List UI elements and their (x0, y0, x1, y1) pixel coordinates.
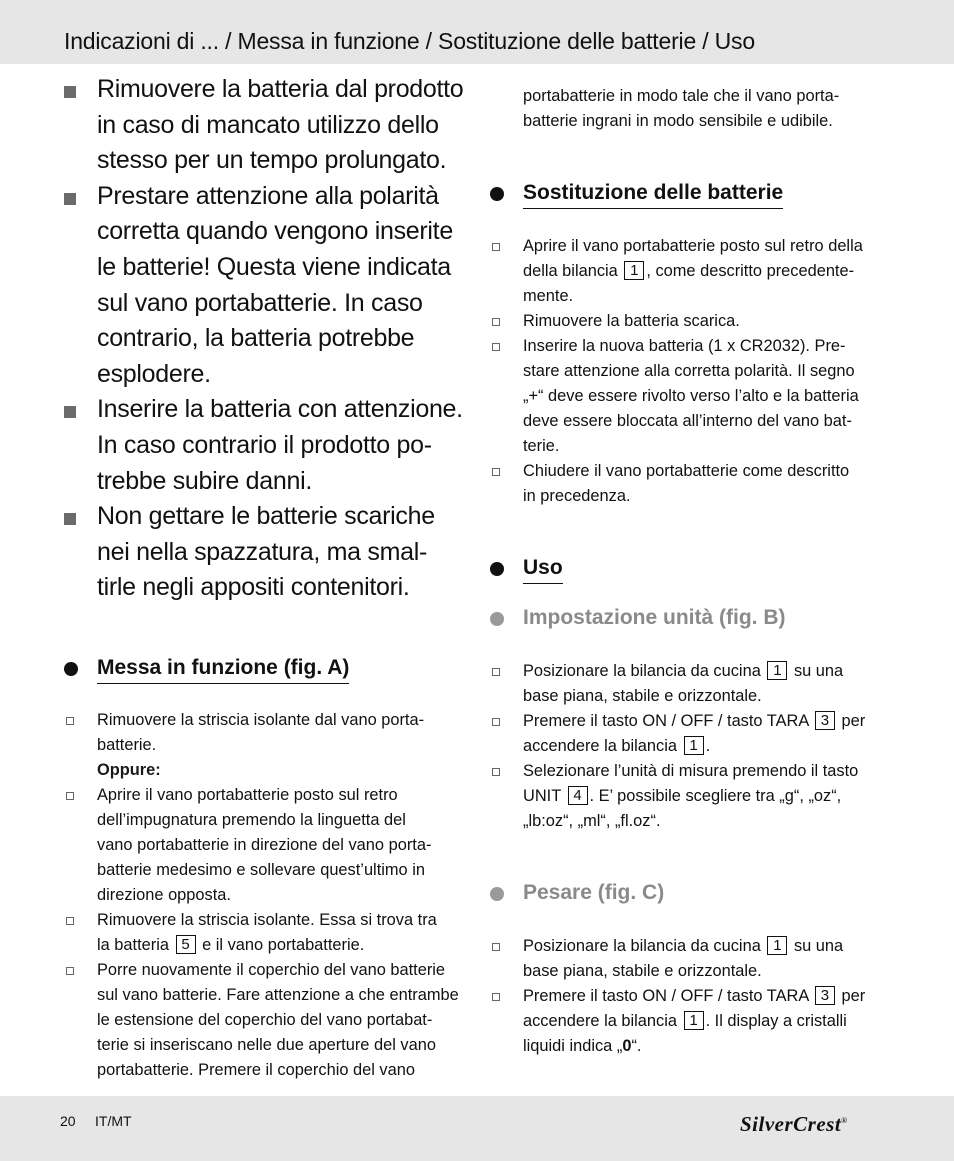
checkbox-bullet-icon (66, 967, 74, 975)
list-item: Chiudere il vano portabatterie come descritto in precedenza. (490, 459, 910, 509)
warning-item: Prestare attenzione alla polarità corretta quando vengono inserite le batterie! Questa viene indicata sul vano portabatterie. In caso contrario, la batteria potrebbe esplodere. (64, 179, 484, 393)
checkbox-bullet-icon (492, 243, 500, 251)
list-item: Porre nuovamente il coperchio del vano batterie sul vano batterie. Fare attenzione a che entrambe le estensione del coperchio del vano portabat- terie si inseriscano nelle due aperture del vano portabatterie. Premere il coperchio del vano (64, 958, 474, 1083)
part-reference-box: 4 (568, 786, 588, 805)
brand-logo: SilverCrest® (740, 1112, 848, 1136)
display-zero-value: 0 (622, 1037, 632, 1055)
square-bullet-icon (64, 86, 76, 98)
list-item: Posizionare la bilancia da cucina 1 su una base piana, stabile e orizzontale. (490, 659, 910, 709)
list-item: Premere il tasto ON / OFF / tasto TARA 3 per accendere la bilancia 1 . (490, 709, 910, 759)
bullet-dot-icon (490, 887, 504, 901)
checkbox-bullet-icon (492, 768, 500, 776)
or-label: Oppure: (97, 761, 161, 779)
warning-item: Inserire la batteria con attenzione. In caso contrario il prodotto po- trebbe subire danni. (64, 392, 484, 499)
warnings-list (64, 72, 484, 606)
square-bullet-icon (64, 406, 76, 418)
checkbox-bullet-icon (66, 917, 74, 925)
messa-steps (64, 708, 474, 1083)
bullet-dot-icon (490, 612, 504, 626)
part-reference-box: 3 (815, 986, 835, 1005)
section-heading: Uso (523, 556, 563, 584)
warning-item: Rimuovere la batteria dal prodotto in caso di mancato utilizzo dello stesso per un tempo prolungato. (64, 72, 484, 179)
sostituzione-steps (490, 234, 910, 509)
list-item: Posizionare la bilancia da cucina 1 su una base piana, stabile e orizzontale. (490, 934, 910, 984)
page-header-title: Indicazioni di ... / Messa in funzione / Sostituzione delle batterie / Uso (64, 28, 755, 54)
checkbox-bullet-icon (66, 792, 74, 800)
part-reference-box: 1 (684, 1011, 704, 1030)
checkbox-bullet-icon (492, 718, 500, 726)
checkbox-bullet-icon (492, 668, 500, 676)
part-reference-box: 1 (684, 736, 704, 755)
pesare-steps (490, 934, 910, 1059)
checkbox-bullet-icon (492, 993, 500, 1001)
section-heading: Sostituzione delle batterie (523, 181, 783, 209)
list-item: Aprire il vano portabatterie posto sul retro della della bilancia 1 , come descritto precedente- mente. (490, 234, 910, 309)
part-reference-box: 3 (815, 711, 835, 730)
part-reference-box: 1 (767, 936, 787, 955)
section-heading: Messa in funzione (fig. A) (97, 656, 349, 684)
subsection-heading: Impostazione unità (fig. B) (523, 606, 786, 629)
list-item: Premere il tasto ON / OFF / tasto TARA 3 per accendere la bilancia 1 . Il display a cristalli liquidi indica „0“. (490, 984, 910, 1059)
bullet-dot-icon (64, 662, 78, 676)
square-bullet-icon (64, 513, 76, 525)
part-reference-box: 1 (624, 261, 644, 280)
checkbox-bullet-icon (492, 943, 500, 951)
checkbox-bullet-icon (492, 343, 500, 351)
list-item: Rimuovere la striscia isolante dal vano porta- batterie. (64, 708, 474, 758)
subsection-heading: Pesare (fig. C) (523, 881, 665, 904)
checkbox-bullet-icon (66, 717, 74, 725)
impostazione-steps (490, 659, 910, 834)
square-bullet-icon (64, 193, 76, 205)
bullet-dot-icon (490, 187, 504, 201)
list-item: Selezionare l’unità di misura premendo il tasto UNIT 4 . E’ possibile scegliere tra „g“, „oz“, „lb:oz“, „ml“, „fl.oz“. (490, 759, 910, 834)
messa-step-continuation: portabatterie in modo tale che il vano porta- batterie ingrani in modo sensibile e udibile. (523, 87, 840, 130)
checkbox-bullet-icon (492, 468, 500, 476)
language-code: IT/MT (95, 1113, 132, 1129)
page-number: 20 (60, 1113, 76, 1129)
part-reference-box: 5 (176, 935, 196, 954)
list-item: Rimuovere la striscia isolante. Essa si trova tra la batteria 5 e il vano portabatterie. (64, 908, 474, 958)
bullet-dot-icon (490, 562, 504, 576)
list-item: Aprire il vano portabatterie posto sul retro dell’impugnatura premendo la linguetta del vano portabatterie in direzione del vano porta- batterie medesimo e sollevare quest’ultimo in direzione opposta. (64, 783, 474, 908)
part-reference-box: 1 (767, 661, 787, 680)
list-item: Rimuovere la batteria scarica. (490, 309, 910, 334)
checkbox-bullet-icon (492, 318, 500, 326)
list-item: Inserire la nuova batteria (1 x CR2032). Pre- stare attenzione alla corretta polarità. Il segno „+“ deve essere rivolto verso l’alto e la batteria deve essere bloccata all’interno del vano bat- terie. (490, 334, 910, 459)
warning-item: Non gettare le batterie scariche nei nella spazzatura, ma smal- tirle negli appositi contenitori. (64, 499, 484, 606)
